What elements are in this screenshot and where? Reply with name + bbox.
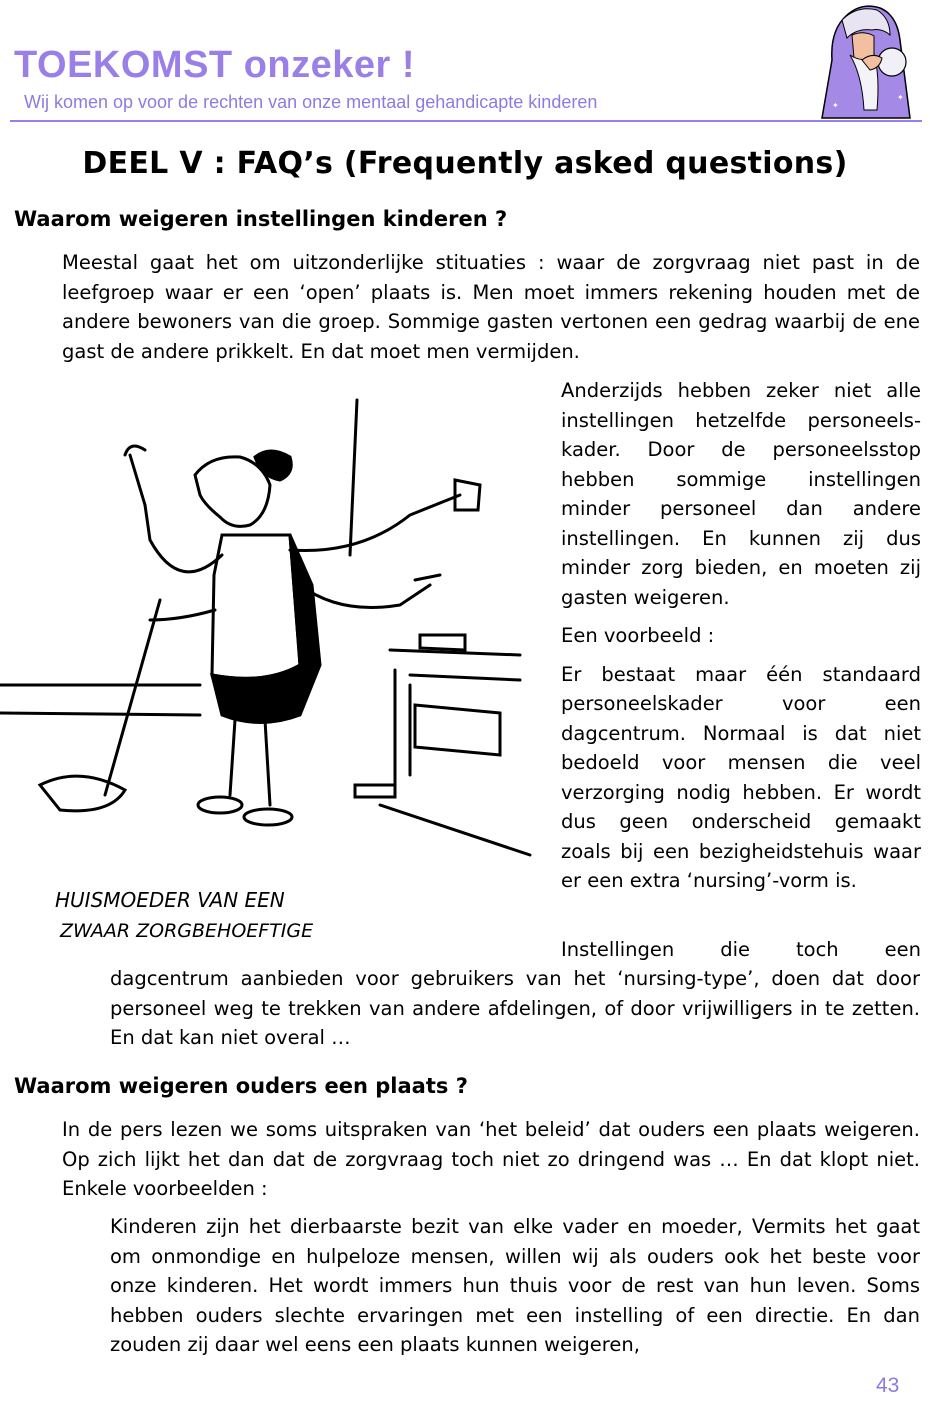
- housemother-cartoon-illustration: [0, 385, 540, 945]
- cartoon-caption-line-1: HUISMOEDER VAN EEN: [55, 888, 285, 912]
- faq-answer-1-wrap-first-line: Instellingen die toch een: [561, 938, 921, 961]
- header-divider: [10, 120, 922, 122]
- svg-text:✦: ✦: [832, 101, 839, 110]
- brand-tagline: Wij komen op voor de rechten van onze mentaal gehandicapte kinderen: [24, 92, 598, 112]
- faq-answer-2-intro: In de pers lezen we soms uitspraken van ‘het beleid’ dat ouders een plaats weigeren. Op zich lijkt het dan dat de zorgvraag toch niet zo dringend was … En dat klopt niet. Enkele voorbeelden :: [62, 1118, 920, 1200]
- wizard-with-crystal-ball-icon: [802, 0, 924, 120]
- faq-answer-1-wrap-rest: dagcentrum aanbieden voor gebruikers van het ‘nursing-type’, doen dat door personeel weg te trekken van andere afdelingen, of door vrijwilligers in te zetten. En dat kan niet overal …: [110, 967, 920, 1049]
- svg-text:✦: ✦: [897, 93, 904, 102]
- column-paragraph: Een voorbeeld :: [561, 624, 715, 647]
- faq-answer-1-intro: Meestal gaat het om uitzonderlijke stituaties : waar de zorgvraag niet past in de leefgroep waar er een ‘open’ plaats is. Men moet immers rekening houden met de andere bewoners van die groep. Sommige gasten vertonen een gedrag waarbij de ene gast de andere prikkelt. En dat moet men vermijden.: [62, 251, 920, 363]
- page-number: 43: [876, 1374, 900, 1397]
- column-paragraph: Anderzijds hebben zeker niet alle instellingen hetzelfde personeels-kader. Door de personeelsstop hebben sommige instellingen minder personeel dan andere instellingen. En kunnen zij dus minder zorg bieden, en moeten zij gasten weigeren.: [561, 379, 921, 609]
- faq-question-2: Waarom weigeren ouders een plaats ?: [14, 1074, 468, 1098]
- page-heading: DEEL V : FAQ’s (Frequently asked questions): [82, 146, 848, 181]
- faq-answer-1-column: [561, 376, 921, 905]
- faq-question-1: Waarom weigeren instellingen kinderen ?: [14, 207, 508, 231]
- column-paragraph: Er bestaat maar één standaard personeelskader voor een dagcentrum. Normaal is dat niet bedoeld voor mensen die veel verzorging nodig hebben. Er wordt dus geen onderscheid gemaakt zoals bij een bezigheidstehuis waar er een extra ‘nursing’-vorm is.: [561, 662, 921, 892]
- faq-answer-2-example: Kinderen zijn het dierbaarste bezit van elke vader en moeder, Vermits het gaat om onmondige en hulpeloze mensen, willen wij als ouders ook het beste voor onze kinderen. Het wordt immers hun thuis voor de rest van hun leven. Soms hebben ouders slechte ervaringen met een instelling of een directie. En dan zouden zij daar wel eens een plaats kunnen weigeren,: [110, 1215, 920, 1356]
- brand-title: TOEKOMST onzeker !: [14, 44, 416, 86]
- cartoon-caption-line-2: ZWAAR ZORGBEHOEFTIGE: [60, 920, 314, 942]
